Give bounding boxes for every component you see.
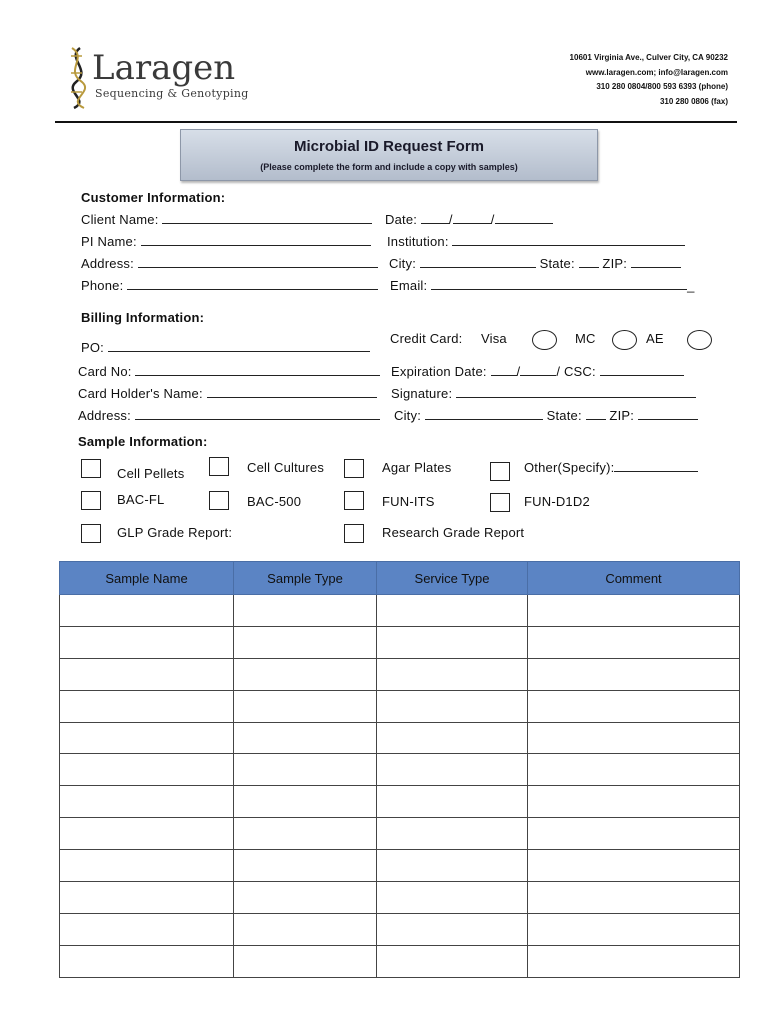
po-label: PO: <box>81 340 104 355</box>
column-header-comment: Comment <box>528 562 740 595</box>
customer-heading: Customer Information: <box>81 190 226 205</box>
logo-tagline: Sequencing & Genotyping <box>95 87 249 100</box>
form-subtitle: (Please complete the form and include a copy with samples) <box>260 162 518 172</box>
city-label: City: <box>389 256 416 271</box>
sample-type-cell[interactable] <box>234 690 377 722</box>
institution-label: Institution: <box>387 234 449 249</box>
address-label: Address: <box>81 256 134 271</box>
billing-zip-field[interactable] <box>638 408 698 420</box>
column-header-service-type: Service Type <box>377 562 528 595</box>
state-field[interactable] <box>579 256 599 268</box>
cell-pellets-checkbox[interactable] <box>81 459 101 478</box>
sample-name-cell[interactable] <box>60 595 234 627</box>
fun-d1d2-checkbox[interactable] <box>490 493 510 512</box>
table-row <box>60 945 740 977</box>
address-line-1: 10601 Virginia Ave., Culver City, CA 90232 <box>569 53 728 62</box>
card-no-label: Card No: <box>78 364 132 379</box>
card-holder-label: Card Holder's Name: <box>78 386 203 401</box>
billing-state-label: State: <box>546 408 582 423</box>
table-row <box>60 850 740 882</box>
exp-sep-2: / <box>556 364 561 379</box>
billing-heading: Billing Information: <box>81 310 205 325</box>
bac-fl-checkbox[interactable] <box>81 491 101 510</box>
table-row <box>60 882 740 914</box>
bac-500-checkbox[interactable] <box>209 491 229 510</box>
comment-cell[interactable] <box>528 754 740 786</box>
logo-name: Laragen <box>92 48 236 88</box>
service-type-cell[interactable] <box>377 882 528 914</box>
card-no-field[interactable] <box>135 364 380 376</box>
sample-type-cell[interactable] <box>234 945 377 977</box>
sample-type-cell[interactable] <box>234 595 377 627</box>
service-type-cell[interactable] <box>377 945 528 977</box>
title-banner <box>180 129 598 181</box>
sample-type-cell[interactable] <box>234 658 377 690</box>
sample-table <box>59 561 740 978</box>
sample-name-cell[interactable] <box>60 945 234 977</box>
signature-field[interactable] <box>456 386 696 398</box>
research-label: Research Grade Report <box>382 525 525 540</box>
exp-sep-1: / <box>516 364 521 379</box>
date-label: Date: <box>385 212 418 227</box>
sample-name-cell[interactable] <box>60 722 234 754</box>
comment-cell[interactable] <box>528 658 740 690</box>
phone-label: Phone: <box>81 278 124 293</box>
fun-d1d2-label: FUN-D1D2 <box>524 494 590 509</box>
sample-type-cell[interactable] <box>234 754 377 786</box>
service-type-cell[interactable] <box>377 786 528 818</box>
table-row <box>60 818 740 850</box>
billing-state-field[interactable] <box>586 408 606 420</box>
header-rule <box>55 121 737 123</box>
mc-radio[interactable] <box>612 330 637 350</box>
other-specify-field[interactable] <box>614 460 698 472</box>
service-type-cell[interactable] <box>377 595 528 627</box>
billing-zip-label: ZIP: <box>609 408 635 423</box>
cell-cultures-checkbox[interactable] <box>209 457 229 476</box>
table-row <box>60 626 740 658</box>
sample-name-cell[interactable] <box>60 626 234 658</box>
glp-checkbox[interactable] <box>81 524 101 543</box>
service-type-cell[interactable] <box>377 626 528 658</box>
comment-cell[interactable] <box>528 945 740 977</box>
date-year-field[interactable] <box>495 212 553 224</box>
service-type-cell[interactable] <box>377 658 528 690</box>
bac-fl-label: BAC-FL <box>117 492 165 507</box>
client-name-field[interactable] <box>162 212 372 224</box>
visa-label: Visa <box>481 331 507 346</box>
sample-name-cell[interactable] <box>60 658 234 690</box>
date-day-field[interactable] <box>453 212 491 224</box>
service-type-cell[interactable] <box>377 913 528 945</box>
po-field[interactable] <box>108 340 370 352</box>
csc-field[interactable] <box>600 364 684 376</box>
billing-address-label: Address: <box>78 408 131 423</box>
comment-cell[interactable] <box>528 626 740 658</box>
agar-plates-checkbox[interactable] <box>344 459 364 478</box>
sample-name-cell[interactable] <box>60 882 234 914</box>
service-type-cell[interactable] <box>377 818 528 850</box>
sample-name-cell[interactable] <box>60 913 234 945</box>
comment-cell[interactable] <box>528 882 740 914</box>
sample-name-cell[interactable] <box>60 818 234 850</box>
table-row <box>60 786 740 818</box>
table-row <box>60 913 740 945</box>
research-checkbox[interactable] <box>344 524 364 543</box>
fun-its-label: FUN-ITS <box>382 494 435 509</box>
billing-city-label: City: <box>394 408 421 423</box>
zip-label: ZIP: <box>602 256 628 271</box>
date-sep-2: / <box>490 212 495 227</box>
credit-card-label: Credit Card: <box>390 331 463 346</box>
city-field[interactable] <box>420 256 536 268</box>
ae-radio[interactable] <box>687 330 712 350</box>
sample-type-cell[interactable] <box>234 913 377 945</box>
billing-city-field[interactable] <box>425 408 543 420</box>
address-line-2: www.laragen.com; info@laragen.com <box>585 68 728 77</box>
exp-month-field[interactable] <box>491 364 517 376</box>
cell-pellets-label: Cell Pellets <box>117 466 185 481</box>
csc-label: CSC: <box>563 364 596 379</box>
comment-cell[interactable] <box>528 690 740 722</box>
form-title: Microbial ID Request Form <box>293 138 485 155</box>
date-month-field[interactable] <box>421 212 449 224</box>
table-row <box>60 722 740 754</box>
state-label: State: <box>539 256 575 271</box>
sample-heading: Sample Information: <box>78 434 208 449</box>
date-sep-1: / <box>448 212 453 227</box>
email-field[interactable] <box>431 278 687 290</box>
fun-its-checkbox[interactable] <box>344 491 364 510</box>
sample-name-cell[interactable] <box>60 754 234 786</box>
comment-cell[interactable] <box>528 786 740 818</box>
institution-field[interactable] <box>452 234 685 246</box>
comment-cell[interactable] <box>528 913 740 945</box>
visa-radio[interactable] <box>532 330 557 350</box>
card-holder-field[interactable] <box>207 386 377 398</box>
mc-label: MC <box>575 331 596 346</box>
zip-field[interactable] <box>631 256 681 268</box>
comment-cell[interactable] <box>528 818 740 850</box>
phone-field[interactable] <box>127 278 378 290</box>
sample-type-cell[interactable] <box>234 626 377 658</box>
cell-cultures-label: Cell Cultures <box>247 460 325 475</box>
address-line-3: 310 280 0804/800 593 6393 (phone) <box>596 82 728 91</box>
address-line-4: 310 280 0806 (fax) <box>659 97 728 106</box>
comment-cell[interactable] <box>528 595 740 627</box>
pi-name-field[interactable] <box>141 234 371 246</box>
column-header-sample-name: Sample Name <box>60 562 234 595</box>
other-checkbox[interactable] <box>490 462 510 481</box>
sample-type-cell[interactable] <box>234 882 377 914</box>
email-tail: _ <box>687 278 695 293</box>
bac-500-label: BAC-500 <box>247 494 302 509</box>
billing-address-field[interactable] <box>135 408 380 420</box>
pi-name-label: PI Name: <box>81 234 137 249</box>
email-label: Email: <box>390 278 428 293</box>
service-type-cell[interactable] <box>377 722 528 754</box>
service-type-cell[interactable] <box>377 850 528 882</box>
ae-label: AE <box>646 331 664 346</box>
exp-year-field[interactable] <box>520 364 556 376</box>
comment-cell[interactable] <box>528 850 740 882</box>
address-field[interactable] <box>138 256 378 268</box>
signature-label: Signature: <box>391 386 453 401</box>
sample-type-cell[interactable] <box>234 818 377 850</box>
column-header-sample-type: Sample Type <box>234 562 377 595</box>
table-row <box>60 658 740 690</box>
comment-cell[interactable] <box>528 722 740 754</box>
service-type-cell[interactable] <box>377 754 528 786</box>
client-name-label: Client Name: <box>81 212 159 227</box>
table-row <box>60 754 740 786</box>
sample-name-cell[interactable] <box>60 786 234 818</box>
expiration-label: Expiration Date: <box>391 364 487 379</box>
sample-name-cell[interactable] <box>60 690 234 722</box>
table-header-row <box>60 562 740 595</box>
other-label: Other(Specify): <box>524 460 615 475</box>
sample-type-cell[interactable] <box>234 786 377 818</box>
agar-plates-label: Agar Plates <box>382 460 452 475</box>
table-row <box>60 595 740 627</box>
sample-type-cell[interactable] <box>234 850 377 882</box>
service-type-cell[interactable] <box>377 690 528 722</box>
glp-label: GLP Grade Report: <box>117 525 233 540</box>
table-row <box>60 690 740 722</box>
sample-type-cell[interactable] <box>234 722 377 754</box>
sample-name-cell[interactable] <box>60 850 234 882</box>
